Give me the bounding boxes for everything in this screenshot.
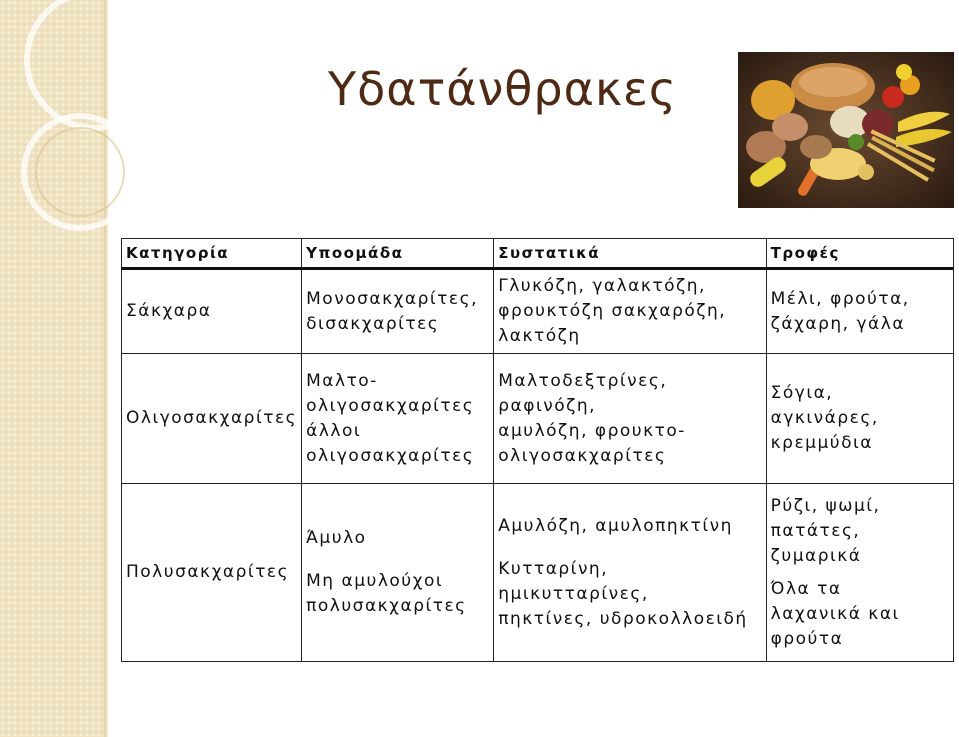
row-poly-foods (766, 484, 953, 662)
components-line: Γλυκόζη, γαλακτόζη, (498, 276, 706, 296)
subgroup-line: Μαλτο- (306, 370, 378, 391)
components-line: Μαλτοδεξτρίνες, ραφινόζη, (498, 370, 668, 416)
subgroup-line: Μη αμυλούχοι (306, 571, 444, 591)
foods-line: Μέλι, φρούτα, (770, 288, 910, 309)
category-label: Σάκχαρα (126, 301, 212, 321)
header-foods: Τροφές (766, 239, 953, 269)
subgroup-line: Άμυλο (306, 528, 367, 548)
components-line: πηκτίνες, υδροκολλοειδή (498, 608, 748, 629)
table-header-row (122, 239, 954, 269)
foods-line: πατάτες, (770, 520, 861, 541)
subgroup-line: άλλοι (306, 420, 362, 441)
decorative-rings (0, 0, 130, 260)
components-line: Αμυλόζη, αμυλοπηκτίνη (498, 515, 733, 536)
row-oligo-components (494, 354, 766, 484)
carbohydrates-table (121, 238, 954, 662)
header-components: Συστατικά (494, 239, 766, 269)
subgroup-line: πολυσακχαρίτες (306, 596, 467, 616)
foods-line: Σόγια, (770, 383, 834, 403)
components-line: λακτόζη (498, 326, 581, 346)
foods-line: λαχανικά και (770, 603, 900, 624)
components-line: ολιγοσακχαρίτες (498, 445, 667, 466)
spacer (771, 569, 949, 577)
foods-line: Ρύζι, ψωμί, (770, 495, 881, 516)
row-poly-category (122, 484, 302, 662)
row-oligo-category (122, 354, 302, 484)
row-sugars-foods (766, 269, 953, 354)
subgroup-line: δισακχαρίτες (306, 313, 440, 334)
foods-line: ζάχαρη, γάλα (770, 313, 906, 334)
table-row (122, 354, 954, 484)
row-oligo-subgroup (302, 354, 494, 484)
row-oligo-foods (766, 354, 953, 484)
spacer (498, 539, 761, 557)
slide-title: Υδατάνθρακες (328, 62, 677, 116)
foods-line: φρούτα (770, 628, 844, 649)
row-sugars-category (122, 269, 302, 354)
table-row (122, 484, 954, 662)
row-sugars-components (494, 269, 766, 354)
spacer (306, 551, 489, 569)
subgroup-line: ολιγοσακχαρίτες (306, 445, 475, 466)
row-poly-components (494, 484, 766, 662)
category-label: Ολιγοσακχαρίτες (126, 408, 298, 428)
foods-line: κρεμμύδια (770, 433, 873, 453)
components-line: αμυλόζη, φρουκτο- (498, 420, 686, 441)
row-poly-subgroup (302, 484, 494, 662)
components-line: φρουκτόζη σακχαρόζη, (498, 301, 727, 321)
row-sugars-subgroup (302, 269, 494, 354)
foods-line: αγκινάρες, (770, 408, 879, 428)
foods-line: ζυμαρικά (770, 545, 862, 566)
header-category: Κατηγορία (122, 239, 302, 269)
components-line: Κυτταρίνη, ημικυτταρίνες, (498, 558, 649, 604)
subgroup-line: Μονοσακχαρίτες, (306, 288, 478, 309)
carbohydrate-foods-image (738, 52, 954, 208)
subgroup-line: ολιγοσακχαρίτες (306, 395, 475, 416)
category-label: Πολυσακχαρίτες (126, 562, 290, 582)
foods-line: Όλα τα (770, 578, 842, 599)
table-row (122, 269, 954, 354)
header-subgroup: Υποομάδα (302, 239, 494, 269)
